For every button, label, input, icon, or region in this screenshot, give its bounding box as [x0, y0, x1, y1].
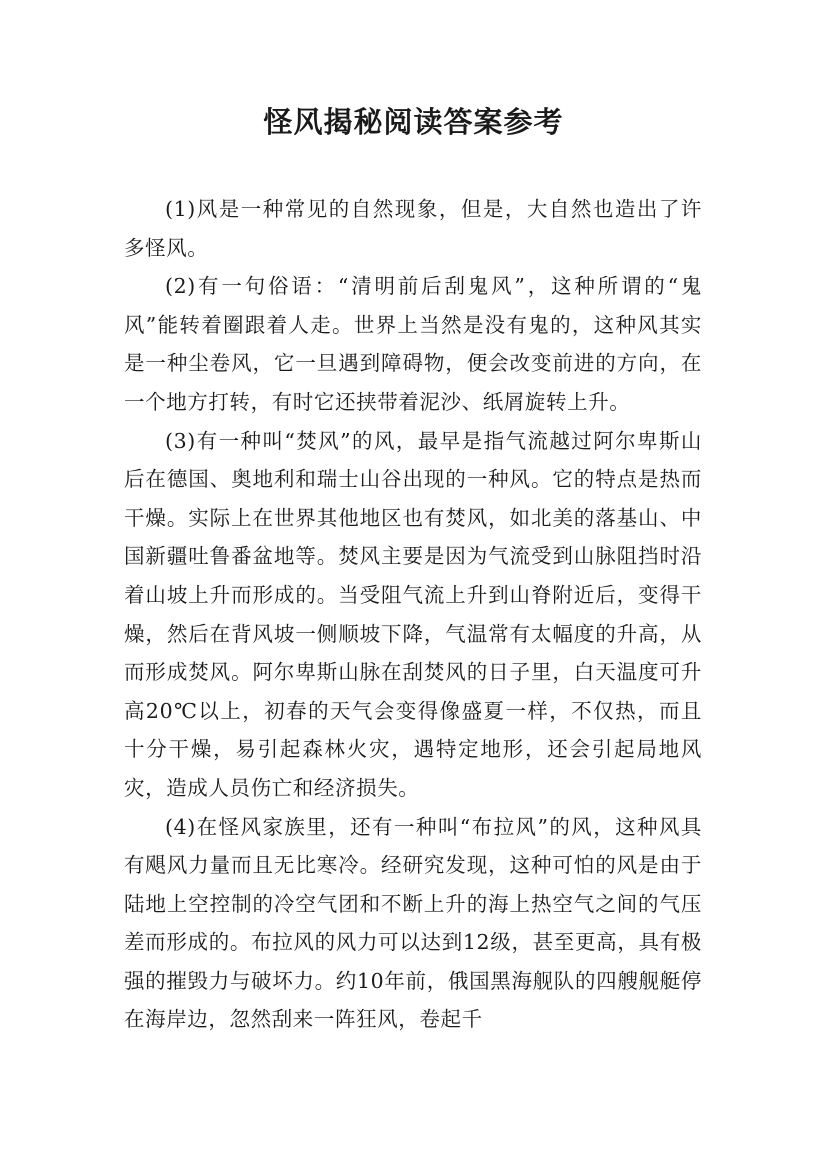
paragraph-4: (4)在怪风家族里，还有一种叫“布拉风”的风，这种风具有飓风力量而且无比寒冷。经研究发现，这种可怕的风是由于陆地上空控制的冷空气团和不断上升的海上热空气之间的气压差而形成的。布拉风的风力可以达到12级，甚至更高，具有极强的摧毁力与破坏力。约10年前，俄国黑海舰队的四艘舰艇停在海岸边，忽然刮来一阵狂风，卷起千 — [124, 814, 702, 1032]
document-body — [124, 190, 702, 1039]
paragraph-2: (2)有一句俗语：“清明前后刮鬼风”，这种所谓的“鬼风”能转着圈跟着人走。世界上当然是没有鬼的，这种风其实是一种尘卷风，它一旦遇到障碍物，便会改变前进的方向，在一个地方打转，有时它还挟带着泥沙、纸屑旋转上升。 — [124, 274, 702, 414]
document-title: 怪风揭秘阅读答案参考 — [263, 105, 564, 139]
paragraph-3: (3)有一种叫“焚风”的风，最早是指气流越过阿尔卑斯山后在德国、奥地利和瑞士山谷出现的一种风。它的特点是热而干燥。实际上在世界其他地区也有焚风，如北美的落基山、中国新疆吐鲁番盆地等。焚风主要是因为气流受到山脉阻挡时沿着山坡上升而形成的。当受阻气流上升到山脊附近后，变得干燥，然后在背风坡一侧顺坡下降，气温常有太幅度的升高，从而形成焚风。阿尔卑斯山脉在刮焚风的日子里，白天温度可升高20℃以上，初春的天气会变得像盛夏一样，不仅热，而且十分干燥，易引起森林火灾，遇特定地形，还会引起局地风灾，造成人员伤亡和经济损失。 — [124, 428, 702, 800]
paragraph-1: (1)风是一种常见的自然现象，但是，大自然也造出了许多怪风。 — [124, 197, 702, 260]
